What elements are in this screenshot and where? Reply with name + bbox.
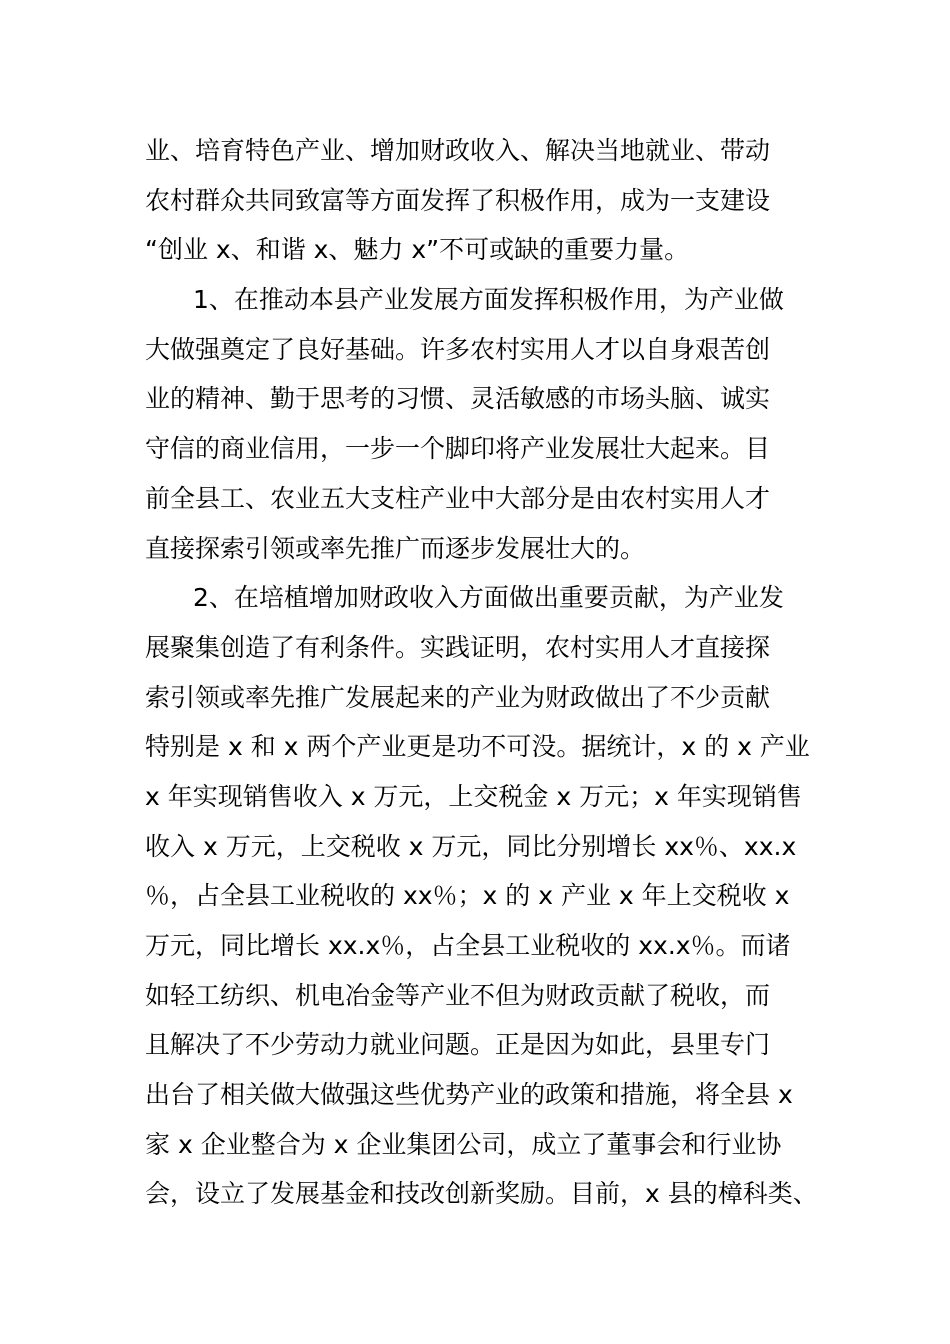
body-text <box>145 126 825 1219</box>
paragraph-2-first-line: 2、在培植增加财政收入方面做出重要贡献，为产业发 <box>193 583 784 613</box>
text-line: 出台了相关做大做强这些优势产业的政策和措施，将全县 x <box>145 1080 793 1110</box>
text-line: 直接探索引领或率先推广而逐步发展壮大的。 <box>145 533 646 563</box>
text-line: 收入 x 万元，上交税收 x 万元，同比分别增长 xx％、xx.x <box>145 831 797 861</box>
text-line: 且解决了不少劳动力就业问题。正是因为如此，县里专门 <box>145 1030 771 1060</box>
text-line: ％，占全县工业税收的 xx％；x 的 x 产业 x 年上交税收 x <box>145 881 790 911</box>
text-line: 展聚集创造了有利条件。实践证明，农村实用人才直接探 <box>145 632 771 662</box>
text-line: “创业 x、和谐 x、魅力 x”不可或缺的重要力量。 <box>145 235 690 265</box>
text-line: 家 x 企业整合为 x 企业集团公司，成立了董事会和行业协 <box>145 1129 782 1159</box>
text-line: 如轻工纺织、机电冶金等产业不但为财政贡献了税收，而 <box>145 980 771 1010</box>
text-line: 前全县工、农业五大支柱产业中大部分是由农村实用人才 <box>145 483 771 513</box>
text-line: 特别是 x 和 x 两个产业更是功不可没。据统计，x 的 x 产业 <box>145 732 810 762</box>
text-line: 索引领或率先推广发展起来的产业为财政做出了不少贡献 <box>145 682 771 712</box>
text-line: 业的精神、勤于思考的习惯、灵活敏感的市场头脑、诚实 <box>145 384 771 414</box>
text-line: 万元，同比增长 xx.x％，占全县工业税收的 xx.x％。而诸 <box>145 931 791 960</box>
text-line: 业、培育特色产业、增加财政收入、解决当地就业、带动 <box>145 136 771 165</box>
text-line: 会，设立了发展基金和技改创新奖励。目前，x 县的樟科类、 <box>145 1179 818 1209</box>
text-line: x 年实现销售收入 x 万元，上交税金 x 万元；x 年实现销售 <box>145 781 802 811</box>
paragraph-1-first-line: 1、在推动本县产业发展方面发挥积极作用，为产业做 <box>193 285 784 315</box>
text-line: 守信的商业信用，一步一个脚印将产业发展壮大起来。目 <box>145 434 771 464</box>
text-line: 大做强奠定了良好基础。许多农村实用人才以自身艰苦创 <box>145 334 771 364</box>
text-line: 农村群众共同致富等方面发挥了积极作用，成为一支建设 <box>145 185 771 215</box>
